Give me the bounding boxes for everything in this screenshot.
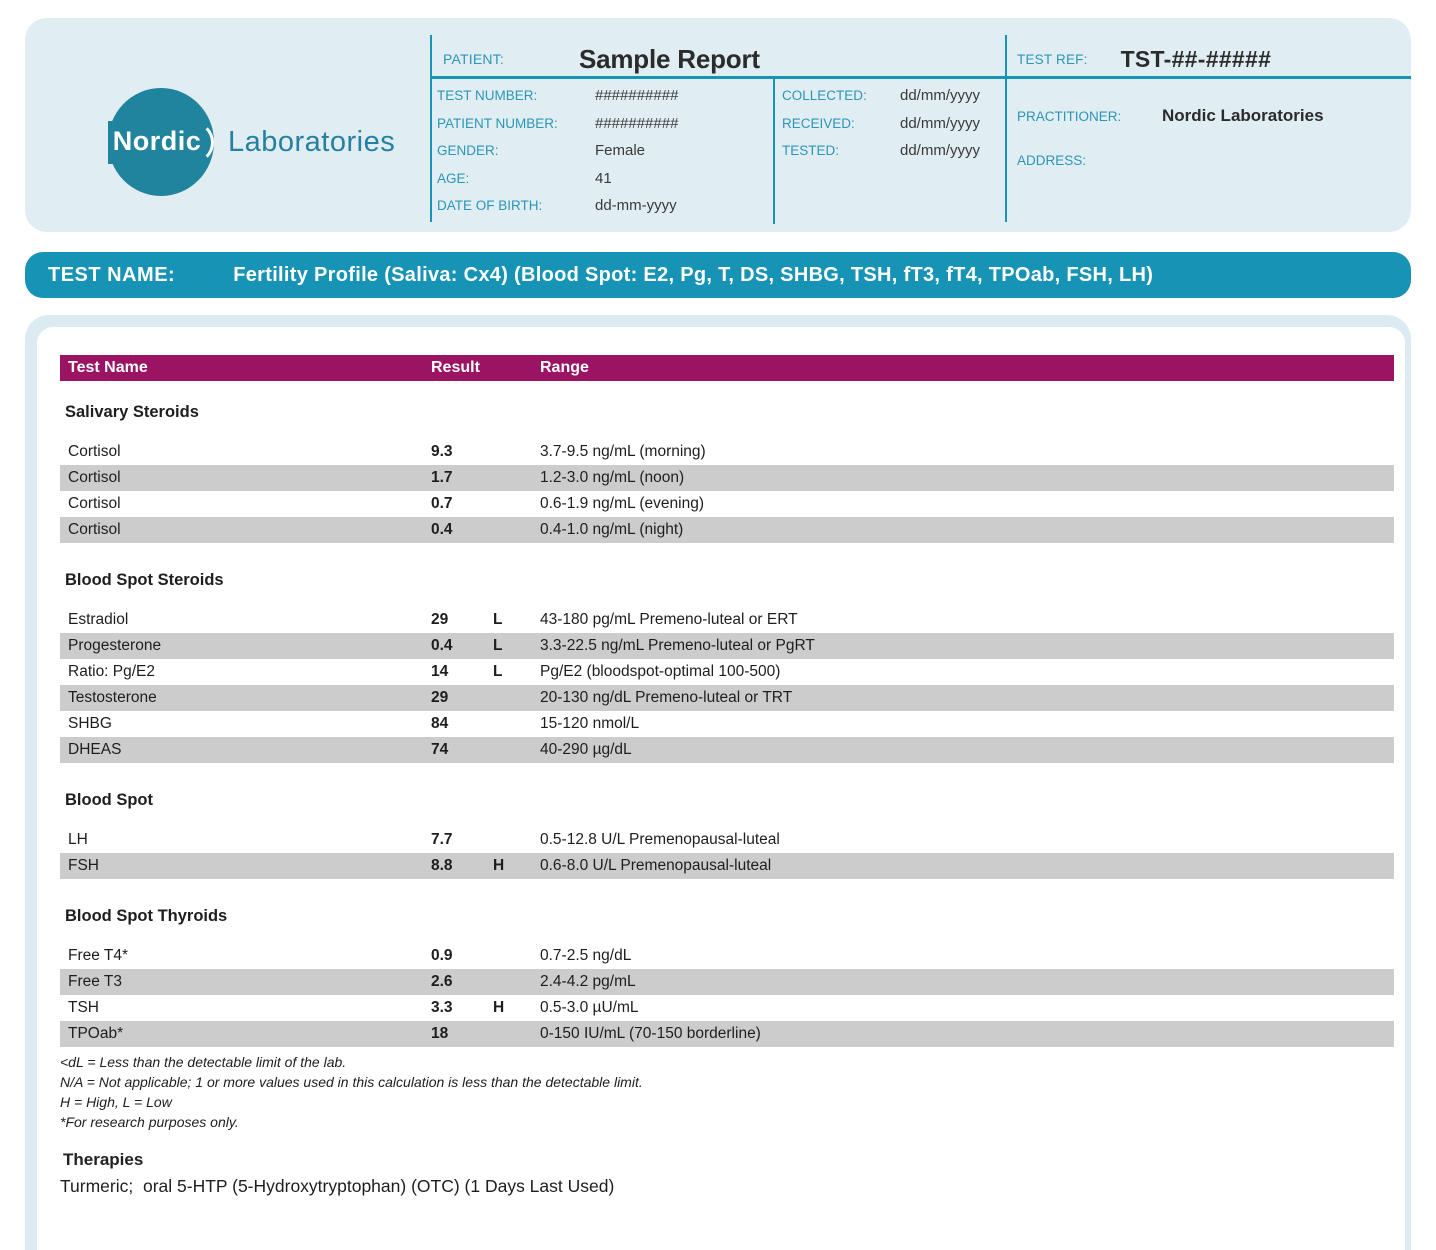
table-row	[60, 607, 1394, 633]
cell-result: 0.7	[431, 495, 453, 512]
test-name-value: Fertility Profile (Saliva: Cx4) (Blood Spot: E2, Pg, T, DS, SHBG, TSH, fT3, fT4, TPOab, FSH, LH)	[233, 263, 1154, 286]
cell-flag: H	[493, 857, 505, 874]
cell-range: 0.4-1.0 ng/mL (night)	[540, 521, 684, 538]
info-row	[437, 137, 767, 165]
table-row	[60, 517, 1394, 543]
cell-result: 1.7	[431, 469, 453, 486]
table-row	[60, 943, 1394, 969]
info-value: ##########	[595, 114, 679, 132]
column-range: Range	[540, 359, 589, 376]
cell-range: 2.4-4.2 pg/mL	[540, 973, 636, 990]
practitioner-value: Nordic Laboratories	[1162, 106, 1324, 125]
cell-test-name: Free T3	[68, 973, 122, 990]
table-row	[60, 969, 1394, 995]
cell-result: 84	[431, 715, 449, 732]
cell-range: 3.7-9.5 ng/mL (morning)	[540, 443, 706, 460]
cell-test-name: SHBG	[68, 715, 112, 732]
section-title: Blood Spot Thyroids	[65, 907, 228, 925]
cell-result: 9.3	[431, 443, 453, 460]
table-row	[60, 491, 1394, 517]
info-row	[782, 137, 997, 165]
cell-result: 74	[431, 741, 449, 758]
cell-range: 20-130 ng/dL Premeno-luteal or TRT	[540, 689, 793, 706]
divider-vertical-2	[773, 76, 775, 224]
table-row	[60, 633, 1394, 659]
table-row	[60, 737, 1394, 763]
results-frame	[25, 315, 1411, 1250]
logo-circle	[108, 88, 214, 196]
cell-result: 0.4	[431, 637, 453, 654]
dates-info-list	[782, 82, 997, 165]
info-row	[437, 82, 767, 110]
info-value: dd-mm-yyyy	[595, 197, 677, 215]
info-label: TEST NUMBER:	[437, 88, 538, 104]
cell-range: 0.6-1.9 ng/mL (evening)	[540, 495, 704, 512]
divider-horizontal-left	[430, 76, 1005, 79]
table-row	[60, 1021, 1394, 1047]
info-value: dd/mm/yyyy	[900, 114, 981, 132]
footnotes	[60, 1052, 1394, 1132]
cell-test-name: TPOab*	[68, 1025, 124, 1042]
cell-test-name: Cortisol	[68, 469, 121, 486]
cell-result: 3.3	[431, 999, 453, 1016]
divider-vertical-3	[1005, 35, 1007, 222]
cell-range: 0.6-8.0 U/L Premenopausal-luteal	[540, 857, 772, 874]
footnote-line: H = High, L = Low	[60, 1094, 172, 1110]
section-title: Salivary Steroids	[65, 403, 199, 421]
address-label: ADDRESS:	[1017, 153, 1087, 168]
cell-flag: L	[493, 637, 503, 654]
section-salivary-steroids	[60, 403, 1394, 543]
patient-label: PATIENT:	[443, 51, 504, 67]
cell-test-name: Testosterone	[68, 689, 157, 706]
address-row	[1017, 152, 1086, 170]
cell-result: 2.6	[431, 973, 453, 990]
info-label: DATE OF BIRTH:	[437, 198, 543, 214]
cell-range: 1.2-3.0 ng/mL (noon)	[540, 469, 685, 486]
divider-horizontal-right	[1005, 76, 1411, 79]
cell-result: 29	[431, 689, 449, 706]
logo-wordmark: Laboratories	[228, 125, 396, 158]
table-row	[60, 439, 1394, 465]
results-table	[60, 355, 1394, 1197]
cell-result: 14	[431, 663, 449, 680]
cell-test-name: Cortisol	[68, 443, 121, 460]
footnote-line: *For research purposes only.	[60, 1114, 239, 1130]
section-blood-spot-steroids	[60, 571, 1394, 763]
info-value: 41	[595, 169, 612, 187]
table-row	[60, 853, 1394, 879]
cell-test-name: Cortisol	[68, 521, 121, 538]
section-title: Blood Spot Steroids	[65, 571, 224, 589]
cell-result: 8.8	[431, 857, 453, 874]
column-result: Result	[431, 359, 480, 376]
section-title: Blood Spot	[65, 791, 153, 809]
practitioner-row	[1017, 106, 1324, 126]
cell-result: 29	[431, 611, 449, 628]
table-row	[60, 995, 1394, 1021]
info-value: dd/mm/yyyy	[900, 87, 981, 105]
info-label: TESTED:	[782, 143, 840, 159]
test-ref-value: TST-##-#####	[1120, 45, 1272, 72]
divider-vertical-1	[430, 35, 432, 222]
cell-test-name: Free T4*	[68, 947, 129, 964]
cell-range: 15-120 nmol/L	[540, 715, 640, 732]
info-row	[782, 82, 997, 110]
info-row	[437, 110, 767, 138]
cell-flag: L	[493, 663, 503, 680]
info-label: PATIENT NUMBER:	[437, 115, 558, 131]
cell-result: 0.9	[431, 947, 453, 964]
section-blood-spot	[60, 791, 1394, 879]
info-row	[782, 110, 997, 138]
cell-range: 43-180 pg/mL Premeno-luteal or ERT	[540, 611, 798, 628]
results-body	[60, 403, 1394, 1047]
test-name-label: TEST NAME:	[48, 263, 176, 286]
practitioner-label: PRACTITIONER:	[1017, 108, 1122, 124]
table-row	[60, 659, 1394, 685]
table-row	[60, 685, 1394, 711]
cell-range: 0.7-2.5 ng/dL	[540, 947, 632, 964]
cell-test-name: Cortisol	[68, 495, 121, 512]
report-header	[25, 18, 1411, 232]
footnote-line: N/A = Not applicable; 1 or more values used in this calculation is less than the detectable limit.	[60, 1074, 643, 1090]
cell-flag: H	[493, 999, 505, 1016]
cell-test-name: DHEAS	[68, 741, 122, 758]
cell-range: 0.5-12.8 U/L Premenopausal-luteal	[540, 831, 780, 848]
patient-row	[443, 42, 760, 76]
cell-range: 0.5-3.0 µU/mL	[540, 999, 639, 1016]
patient-name: Sample Report	[578, 43, 760, 74]
table-row	[60, 827, 1394, 853]
therapies-title: Therapies	[63, 1150, 144, 1169]
footnote-line: <dL = Less than the detectable limit of the lab.	[60, 1054, 347, 1070]
cell-range: 3.3-22.5 ng/mL Premeno-luteal or PgRT	[540, 637, 815, 654]
info-value: ##########	[595, 87, 679, 105]
test-ref-row	[1017, 42, 1271, 76]
cell-range: 0-150 IU/mL (70-150 borderline)	[540, 1025, 761, 1042]
table-row	[60, 465, 1394, 491]
nordic-laboratories-logo	[108, 88, 395, 196]
table-header	[60, 355, 1394, 381]
cell-flag: L	[493, 611, 503, 628]
info-value: dd/mm/yyyy	[900, 142, 981, 160]
table-row	[60, 711, 1394, 737]
results-panel	[37, 327, 1405, 1250]
cell-range: Pg/E2 (bloodspot-optimal 100-500)	[540, 663, 781, 680]
cell-test-name: Estradiol	[68, 611, 129, 628]
cell-test-name: Progesterone	[68, 637, 162, 654]
cell-result: 7.7	[431, 831, 453, 848]
info-label: RECEIVED:	[782, 115, 855, 131]
info-label: GENDER:	[437, 143, 499, 159]
logo-circle-text: Nordic	[108, 121, 215, 164]
cell-result: 0.4	[431, 521, 453, 538]
cell-test-name: FSH	[68, 857, 99, 874]
therapies-text: Turmeric; oral 5-HTP (5-Hydroxytryptophan) (OTC) (1 Days Last Used)	[60, 1176, 615, 1196]
info-row	[437, 165, 767, 193]
cell-test-name: LH	[68, 831, 88, 848]
cell-range: 40-290 µg/dL	[540, 741, 632, 758]
info-value: Female	[595, 142, 646, 160]
info-row	[437, 192, 767, 220]
section-blood-spot-thyroids	[60, 907, 1394, 1047]
cell-result: 18	[431, 1025, 449, 1042]
info-label: COLLECTED:	[782, 88, 867, 104]
cell-test-name: Ratio: Pg/E2	[68, 663, 156, 680]
column-test-name: Test Name	[68, 359, 148, 376]
test-ref-label: TEST REF:	[1017, 51, 1088, 67]
info-label: AGE:	[437, 170, 470, 186]
cell-test-name: TSH	[68, 999, 99, 1016]
test-name-banner	[25, 252, 1411, 298]
patient-info-list	[437, 82, 767, 220]
